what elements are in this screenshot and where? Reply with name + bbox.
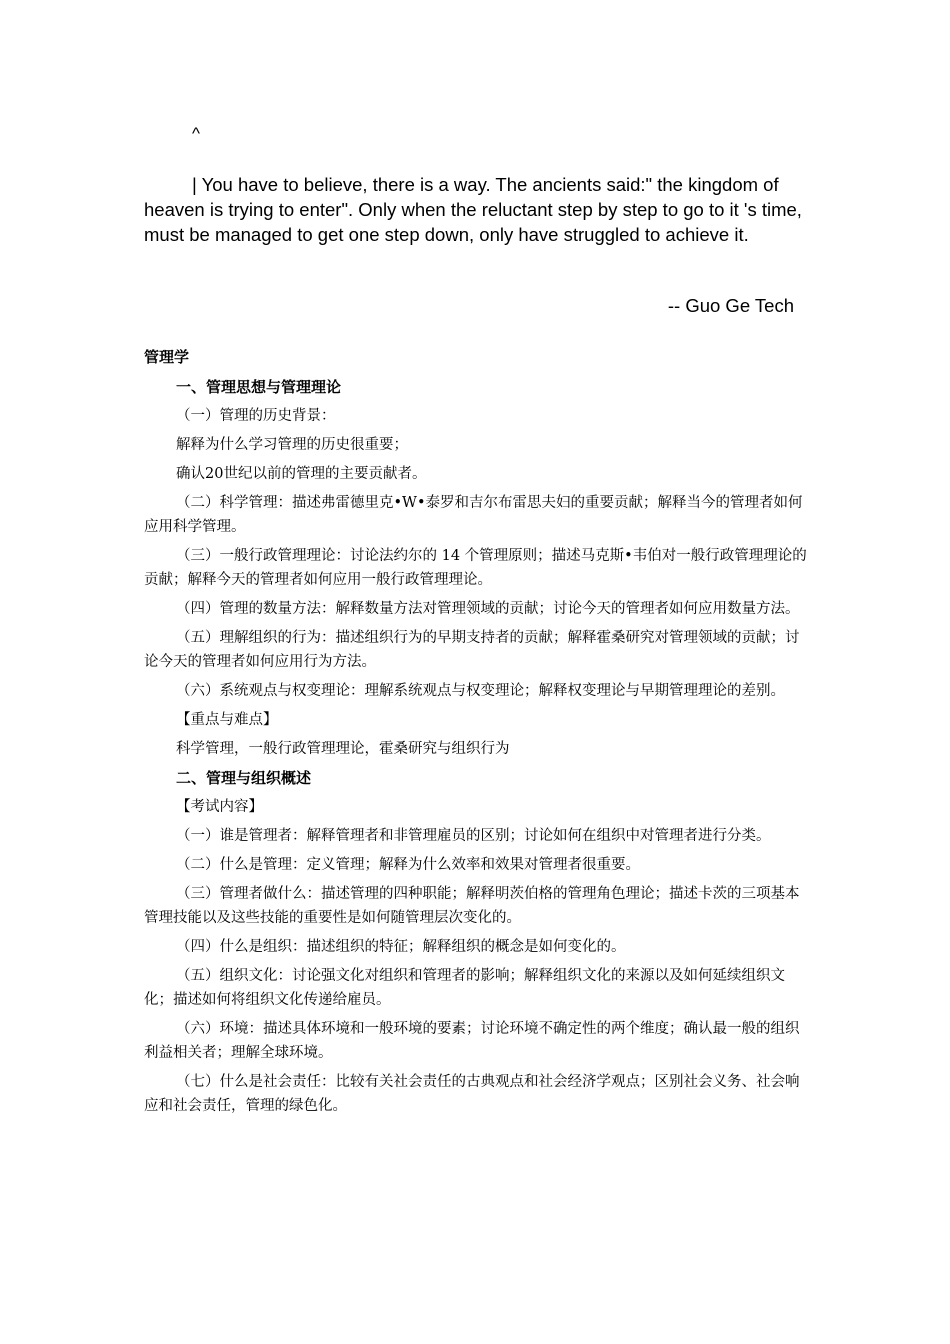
- paragraph: （五）组织文化：讨论强文化对组织和管理者的影响；解释组织文化的来源以及如何延续组织文化；描述如何将组织文化传递给雇员。: [144, 968, 785, 1008]
- quote-attribution: -- Guo Ge Tech: [667, 295, 794, 316]
- paragraph: （二）科学管理：描述弗雷德里克•W•泰罗和吉尔布雷思夫妇的重要贡献；解释当今的管理者如何应用科学管理。: [144, 495, 803, 535]
- paragraph: （一）谁是管理者：解释管理者和非管理雇员的区别；讨论如何在组织中对管理者进行分类。: [176, 828, 771, 844]
- document-title: 管理学: [144, 348, 190, 366]
- paragraph: （三）管理者做什么：描述管理的四种职能；解释明茨伯格的管理角色理论；描述卡茨的三项基本管理技能以及这些技能的重要性是如何随管理层次变化的。: [144, 886, 800, 926]
- caret-mark: ^: [192, 124, 200, 143]
- section-heading: 一、管理思想与管理理论: [176, 378, 342, 396]
- paragraph: 确认20世纪以前的管理的主要贡献者。: [176, 466, 427, 482]
- paragraph: 解释为什么学习管理的历史很重要；: [176, 437, 408, 453]
- paragraph: （六）系统观点与权变理论：理解系统观点与权变理论；解释权变理论与早期管理理论的差别。: [176, 683, 785, 699]
- paragraph: 科学管理，一般行政管理理论，霍桑研究与组织行为: [176, 741, 510, 757]
- paragraph: （七）什么是社会责任：比较有关社会责任的古典观点和社会经济学观点；区别社会义务、社会响应和社会责任，管理的绿色化。: [144, 1074, 800, 1114]
- paragraph: （五）理解组织的行为：描述组织行为的早期支持者的贡献；解释霍桑研究对管理领域的贡献；讨论今天的管理者如何应用行为方法。: [144, 630, 800, 670]
- paragraph: 【考试内容】: [176, 799, 263, 815]
- document-body: [144, 345, 808, 1123]
- quote-paragraph: | You have to believe, there is a way. The ancients said:" the kingdom of heaven is trying to enter". Only when the reluctant step by step to go to it 's time, must be managed to get one step down, only have struggled to achieve it.: [144, 174, 802, 245]
- paragraph: （六）环境：描述具体环境和一般环境的要素；讨论环境不确定性的两个维度；确认最一般的组织利益相关者；理解全球环境。: [144, 1021, 800, 1061]
- paragraph: （二）什么是管理：定义管理；解释为什么效率和效果对管理者很重要。: [176, 857, 640, 873]
- paragraph: （三）一般行政管理理论：讨论法约尔的 14 个管理原则；描述马克斯•韦伯对一般行政管理理论的贡献；解释今天的管理者如何应用一般行政管理理论。: [144, 548, 807, 588]
- paragraph: 【重点与难点】: [176, 712, 278, 728]
- paragraph: （四）管理的数量方法：解释数量方法对管理领域的贡献；讨论今天的管理者如何应用数量方法。: [176, 601, 800, 617]
- paragraph: （一）管理的历史背景：: [176, 408, 336, 424]
- paragraph-list: [144, 375, 808, 1118]
- paragraph: （四）什么是组织：描述组织的特征；解释组织的概念是如何变化的。: [176, 939, 626, 955]
- section-heading: 二、管理与组织概述: [176, 769, 312, 787]
